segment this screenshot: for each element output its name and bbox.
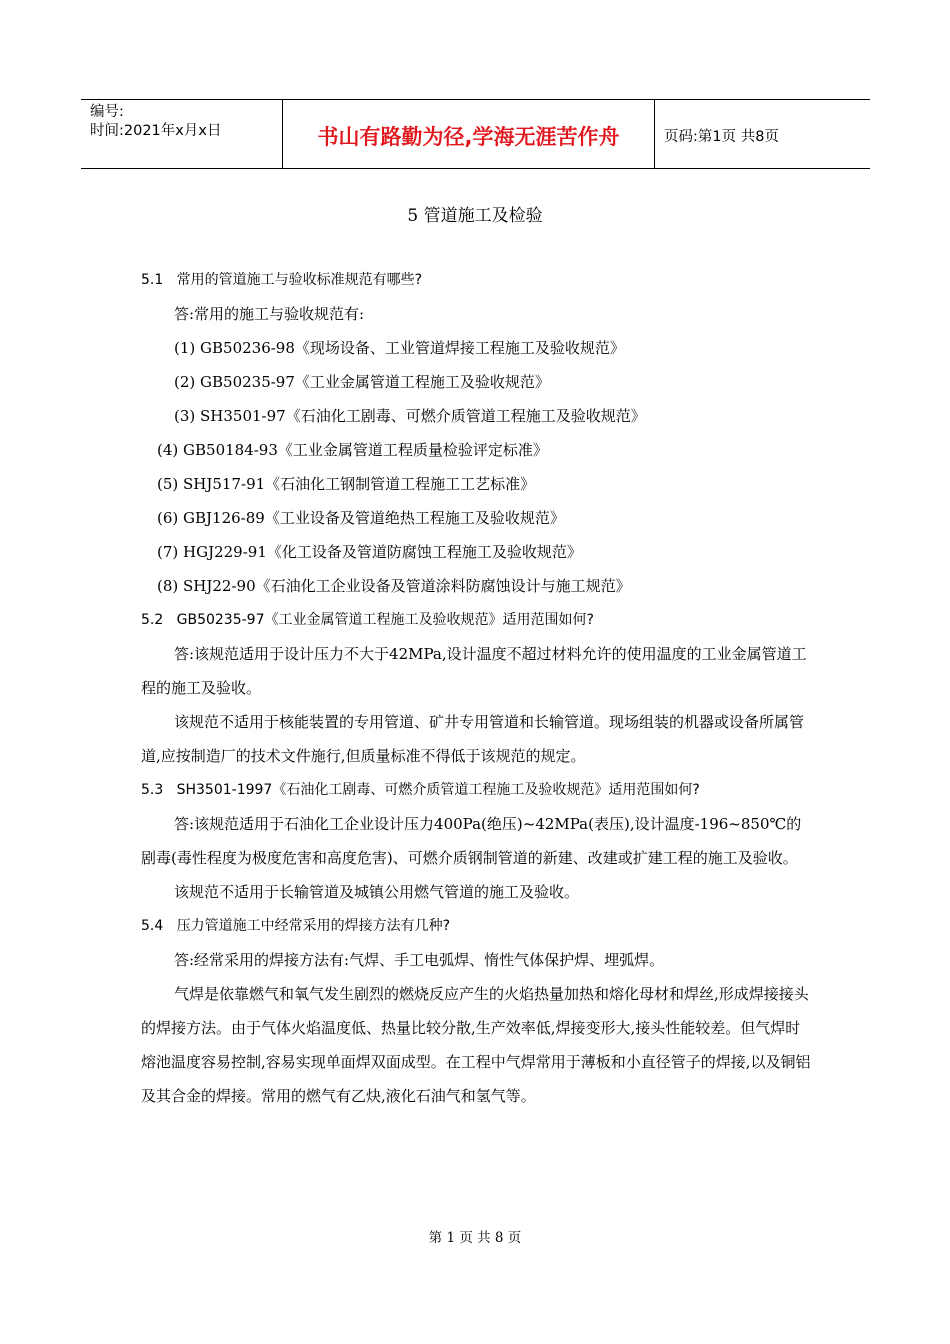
list-item: (6) GBJ126-89《工业设备及管道绝热工程施工及验收规范》 xyxy=(157,509,565,527)
list-item: (8) SHJ22-90《石油化工企业设备及管道涂料防腐蚀设计与施工规范》 xyxy=(157,577,631,595)
header-table xyxy=(81,99,870,169)
list-item: (7) HGJ229-91《化工设备及管道防腐蚀工程施工及验收规范》 xyxy=(157,543,582,561)
date-label: 时间:2021年x月x日 xyxy=(90,123,222,139)
list-item: (5) SHJ517-91《石油化工钢制管道工程施工工艺标准》 xyxy=(157,475,536,493)
page-footer: 第 1 页 共 8 页 xyxy=(428,1230,522,1246)
list-item: (1) GB50236-98《现场设备、工业管道焊接工程施工及验收规范》 xyxy=(174,339,625,357)
answer-paragraph: 答:该规范适用于石油化工企业设计压力400Pa(绝压)~42MPa(表压),设计温度-196~850℃的剧毒(毒性程度为极度危害和高度危害)、可燃介质钢制管道的新建、改建或扩建工程的施工及验收。 xyxy=(141,815,802,867)
answer-paragraph: 气焊是依靠燃气和氧气发生剧烈的燃烧反应产生的火焰热量加热和熔化母材和焊丝,形成焊接接头的焊接方法。由于气体火焰温度低、热量比较分散,生产效率低,焊接变形大,接头性能较差。但气焊时熔池温度容易控制,容易实现单面焊双面成型。在工程中气焊常用于薄板和小直径管子的焊接,以及铜铝及其合金的焊接。常用的燃气有乙炔,液化石油气和氢气等。 xyxy=(141,985,811,1105)
question-5-1: 5.1 常用的管道施工与验收标准规范有哪些? xyxy=(141,272,423,288)
list-item: (4) GB50184-93《工业金属管道工程质量检验评定标准》 xyxy=(157,441,548,459)
answer-paragraph: 该规范不适用于长输管道及城镇公用燃气管道的施工及验收。 xyxy=(174,883,580,901)
motto: 书山有路勤为径,学海无涯苦作舟 xyxy=(283,100,655,168)
answer-paragraph: 答:经常采用的焊接方法有:气焊、手工电弧焊、惰性气体保护焊、埋弧焊。 xyxy=(174,951,665,969)
list-item: (3) SH3501-97《石油化工剧毒、可燃介质管道工程施工及验收规范》 xyxy=(174,407,646,425)
question-5-3: 5.3 SH3501-1997《石油化工剧毒、可燃介质管道工程施工及验收规范》适用范围如何? xyxy=(141,782,700,798)
answer-paragraph: 该规范不适用于核能装置的专用管道、矿井专用管道和长输管道。现场组装的机器或设备所属管道,应按制造厂的技术文件施行,但质量标准不得低于该规范的规定。 xyxy=(141,713,805,765)
question-5-2: 5.2 GB50235-97《工业金属管道工程施工及验收规范》适用范围如何? xyxy=(141,612,594,628)
question-5-4: 5.4 压力管道施工中经常采用的焊接方法有几种? xyxy=(141,918,451,934)
document-title: 5 管道施工及检验 xyxy=(407,206,543,226)
answer-paragraph: 答:该规范适用于设计压力不大于42MPa,设计温度不超过材料允许的使用温度的工业金属管道工程的施工及验收。 xyxy=(141,645,807,697)
header-left-cell xyxy=(81,100,283,168)
answer-intro: 答:常用的施工与验收规范有: xyxy=(174,305,365,323)
list-item: (2) GB50235-97《工业金属管道工程施工及验收规范》 xyxy=(174,373,550,391)
page-info: 页码:第1页 共8页 xyxy=(664,128,779,145)
document-body xyxy=(141,263,811,1113)
number-label: 编号: xyxy=(90,104,124,120)
